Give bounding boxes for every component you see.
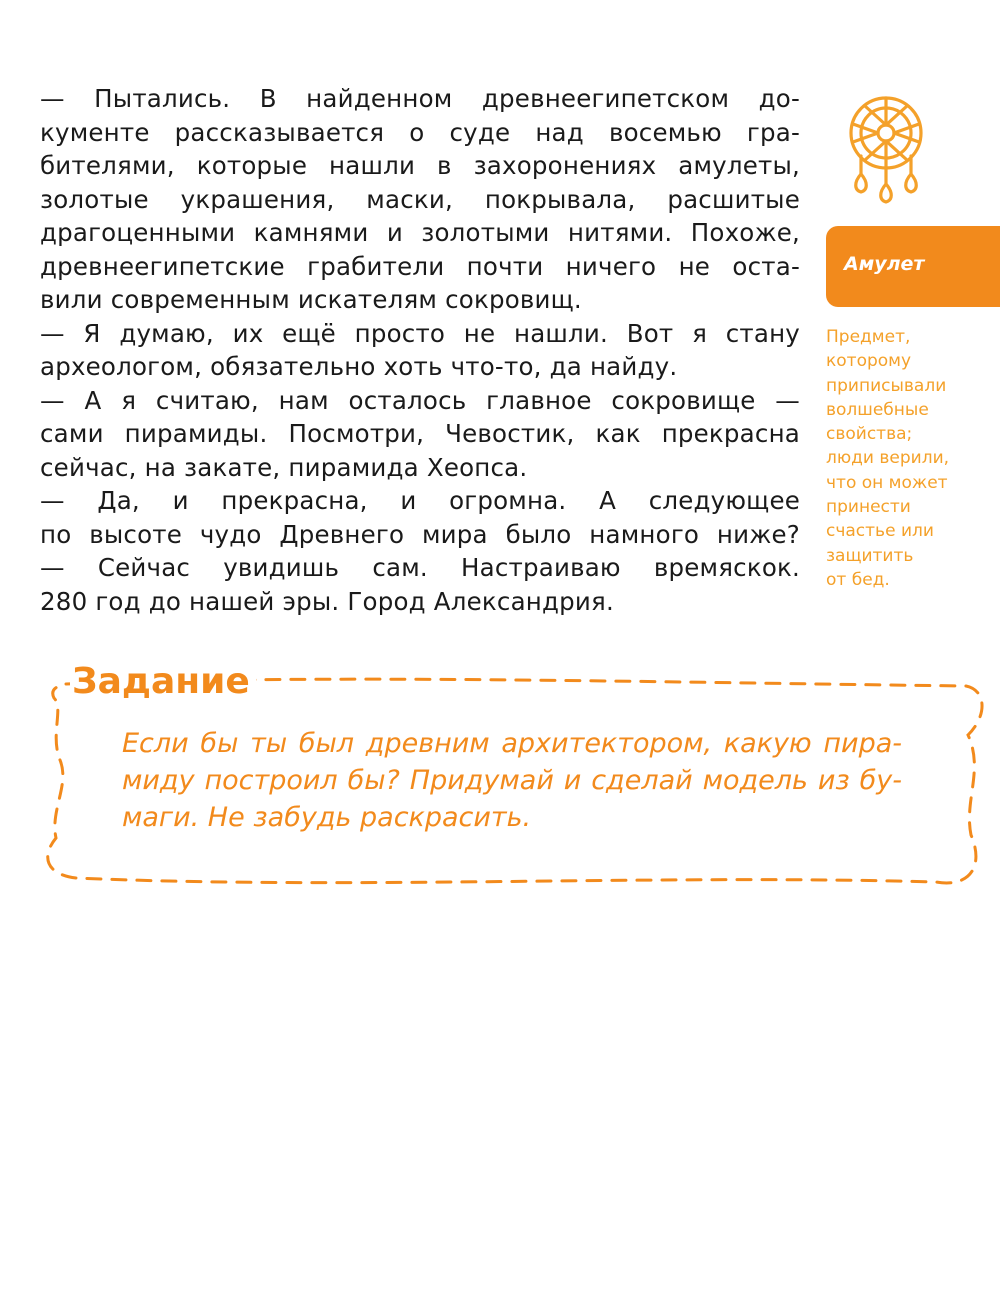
text-line: сейчас, на закате, пирамида Хеопса. bbox=[40, 452, 528, 482]
task-line: Если бы ты был древним архитектором, какую пира- bbox=[122, 728, 902, 759]
text-line: сами пирамиды. Посмотри, Чевостик, как прекрасна bbox=[40, 419, 800, 448]
term-definition bbox=[826, 325, 996, 592]
text-line: по высоте чудо Древнего мира было намного ниже? bbox=[40, 519, 800, 549]
definition-line: защитить bbox=[826, 545, 914, 566]
text-line: драгоценными камнями и золотыми нитями. Похоже, bbox=[40, 218, 800, 247]
text-line: вили современным искателям сокровищ. bbox=[40, 285, 582, 314]
dreamcatcher-amulet-icon bbox=[845, 94, 927, 210]
text-line: кументе рассказывается о суде над восемью гра- bbox=[40, 117, 800, 147]
text-line: — Да, и прекрасна, и огромна. А следующее bbox=[40, 486, 800, 515]
text-line: — Пытались. В найденном древнеегипетском до- bbox=[40, 84, 800, 113]
definition-line: что он может bbox=[826, 472, 948, 493]
text-line: — Я думаю, их ещё просто не нашли. Вот я стану bbox=[40, 318, 800, 348]
text-line: бителями, которые нашли в захоронениях амулеты, bbox=[40, 151, 800, 180]
text-line: 280 год до нашей эры. Город Александрия. bbox=[40, 586, 614, 616]
definition-line: Предмет, bbox=[826, 327, 911, 347]
task-line: маги. Не забудь раскрасить. bbox=[122, 802, 532, 833]
definition-line: принести bbox=[826, 497, 911, 518]
definition-line: волшебные bbox=[826, 399, 929, 420]
definition-line: приписывали bbox=[826, 375, 947, 396]
definition-line: от бед. bbox=[826, 569, 890, 590]
term-label: Амулет bbox=[844, 253, 925, 275]
definition-line: свойства; bbox=[826, 424, 913, 445]
task-line: миду построил бы? Придумай и сделай модель из бу- bbox=[122, 765, 902, 796]
text-line: — Сейчас увидишь сам. Настраиваю времяскок. bbox=[40, 553, 800, 582]
main-text bbox=[40, 82, 800, 618]
text-line: археологом, обязательно хоть что-то, да найду. bbox=[40, 352, 678, 381]
definition-line: счастье или bbox=[826, 521, 934, 542]
text-line: — А я считаю, нам осталось главное сокровище — bbox=[40, 385, 800, 415]
definition-line: которому bbox=[826, 351, 912, 372]
text-line: древнеегипетские грабители почти ничего не оста- bbox=[40, 251, 800, 281]
task-text bbox=[122, 725, 902, 836]
definition-line: люди верили, bbox=[826, 448, 950, 469]
task-title: Задание bbox=[70, 660, 256, 704]
text-line: золотые украшения, маски, покрывала, расшитые bbox=[40, 184, 800, 214]
term-tab bbox=[826, 226, 1000, 307]
